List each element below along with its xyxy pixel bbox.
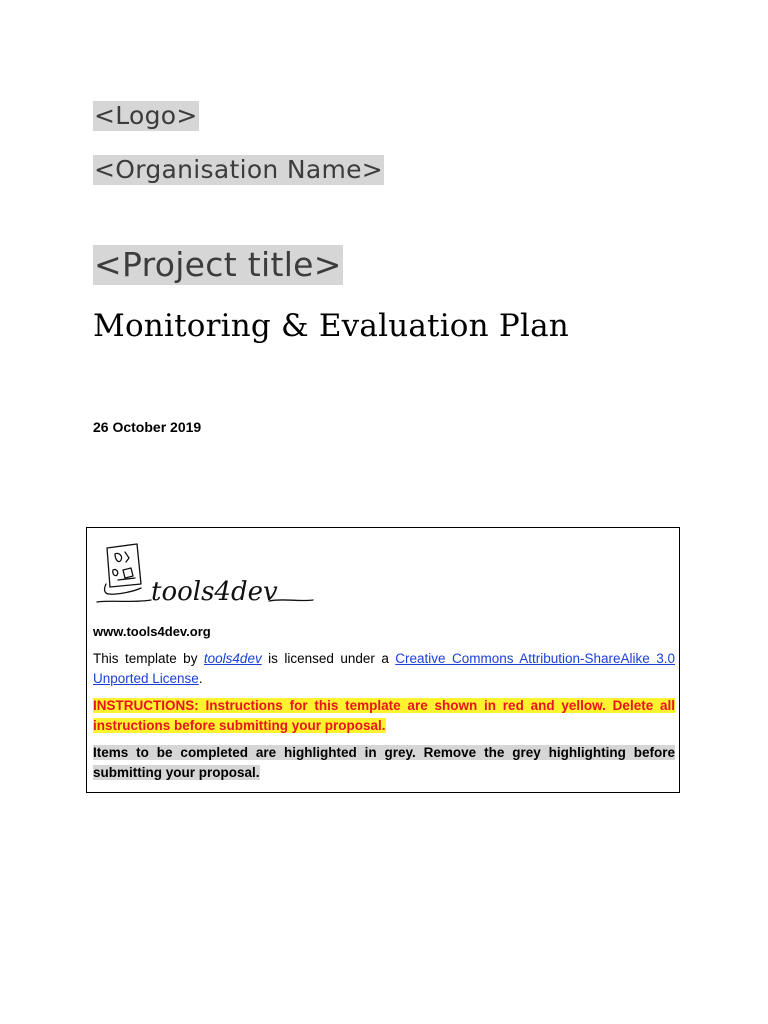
- license-prefix: This template by: [93, 651, 204, 666]
- tools4dev-logo-text: tools4dev: [151, 577, 278, 607]
- tools4dev-link[interactable]: tools4dev: [203, 651, 262, 666]
- website-url: www.tools4dev.org: [93, 624, 211, 639]
- grey-note-text: Items to be completed are highlighted in grey. Remove the grey highlighting before submitting your proposal.: [93, 745, 675, 780]
- license-suffix: .: [198, 671, 203, 686]
- instructions-text: INSTRUCTIONS: Instructions for this template are shown in red and yellow. Delete all instructions before submitting your proposal.: [93, 698, 675, 733]
- project-title-placeholder: <Project title>: [94, 245, 342, 284]
- organisation-name-placeholder: <Organisation Name>: [94, 155, 384, 184]
- license-middle: is licensed under a: [261, 651, 396, 666]
- license-paragraph: [93, 649, 675, 689]
- logo-placeholder: <Logo>: [94, 101, 198, 130]
- document-date: 26 October 2019: [93, 419, 202, 435]
- grey-highlight-note: [93, 743, 675, 783]
- instructions-paragraph: [93, 696, 675, 736]
- template-info-box: [86, 527, 680, 793]
- license-link[interactable]: Creative Commons Attribution-ShareAlike 3.0 Unported License: [93, 651, 676, 686]
- document-title: Monitoring & Evaluation Plan: [93, 308, 569, 344]
- tools4dev-logo: [93, 540, 315, 608]
